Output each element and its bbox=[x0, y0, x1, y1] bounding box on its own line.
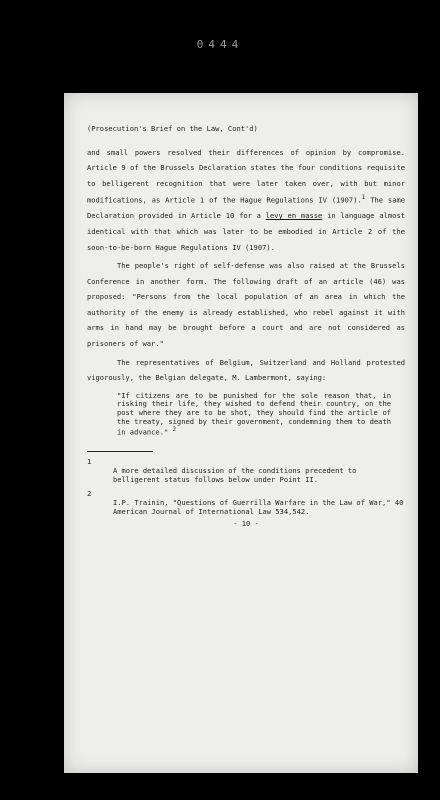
page-number: - 10 - bbox=[233, 518, 259, 528]
paragraph-3: The representatives of Belgium, Switzerland and Holland protested vigorously, the Belgian delegate, M. Lambermont, saying: bbox=[87, 357, 405, 383]
page-content bbox=[87, 121, 405, 528]
archive-stamp: 0444 bbox=[196, 38, 244, 51]
footnote-2 bbox=[87, 490, 405, 516]
levee-en-masse-term: levy en masse bbox=[265, 211, 323, 221]
page-header: (Prosecution's Brief on the Law, Cont'd) bbox=[87, 124, 258, 133]
footnote-ref-2: 2 bbox=[172, 427, 177, 434]
paragraph-1-text-c: in language almost identical with that which was later to be embodied in Article 2 of the soon-to-be-born Hague Regulations IV (1907). bbox=[87, 211, 405, 252]
paragraph-1-text-a: and small powers resolved their differences of opinion by compromise. Article 9 of the Brussels Declaration states the four conditions requisite to belligerent recognition that were later taken over, with but minor modifications, as Article 1 of the Hague Regulations IV (1907). bbox=[87, 147, 405, 205]
footnote-1 bbox=[87, 458, 405, 484]
paragraph-1 bbox=[87, 145, 405, 256]
document-page bbox=[64, 93, 418, 773]
block-quote-text: "If citizens are to be punished for the sole reason that, in risking their life, they wished to defend their country, on the post where they are to be shot, they should find the article of the treaty, signed by their government, condemning them to death in advance." bbox=[117, 390, 391, 437]
footnote-1-text: A more detailed discussion of the conditions precedent to belligerent status follows below under Point II. bbox=[113, 466, 357, 484]
footnote-ref-1: 1 bbox=[361, 195, 366, 202]
block-quote bbox=[117, 392, 391, 437]
paragraph-2: The people's right of self-defense was also raised at the Brussels Conference in another form. The following draft of an article (46) was proposed: "Persons from the local population of an area in which the authority of the enemy is already established, who rebel against it with arms in hand may be brought before a court and are not considered as prisoners of war." bbox=[87, 261, 405, 349]
footnote-2-text: I.P. Trainin, "Questions of Guerrilla Warfare in the Law of War," 40 American Journal of International Law 534,542. bbox=[113, 498, 404, 516]
footnote-1-number: 1 bbox=[87, 457, 92, 467]
paragraph-1-text-b: The same Declaration provided in Article 10 for a bbox=[87, 195, 406, 221]
footnote-2-number: 2 bbox=[87, 489, 92, 499]
footnote-divider bbox=[87, 451, 153, 452]
